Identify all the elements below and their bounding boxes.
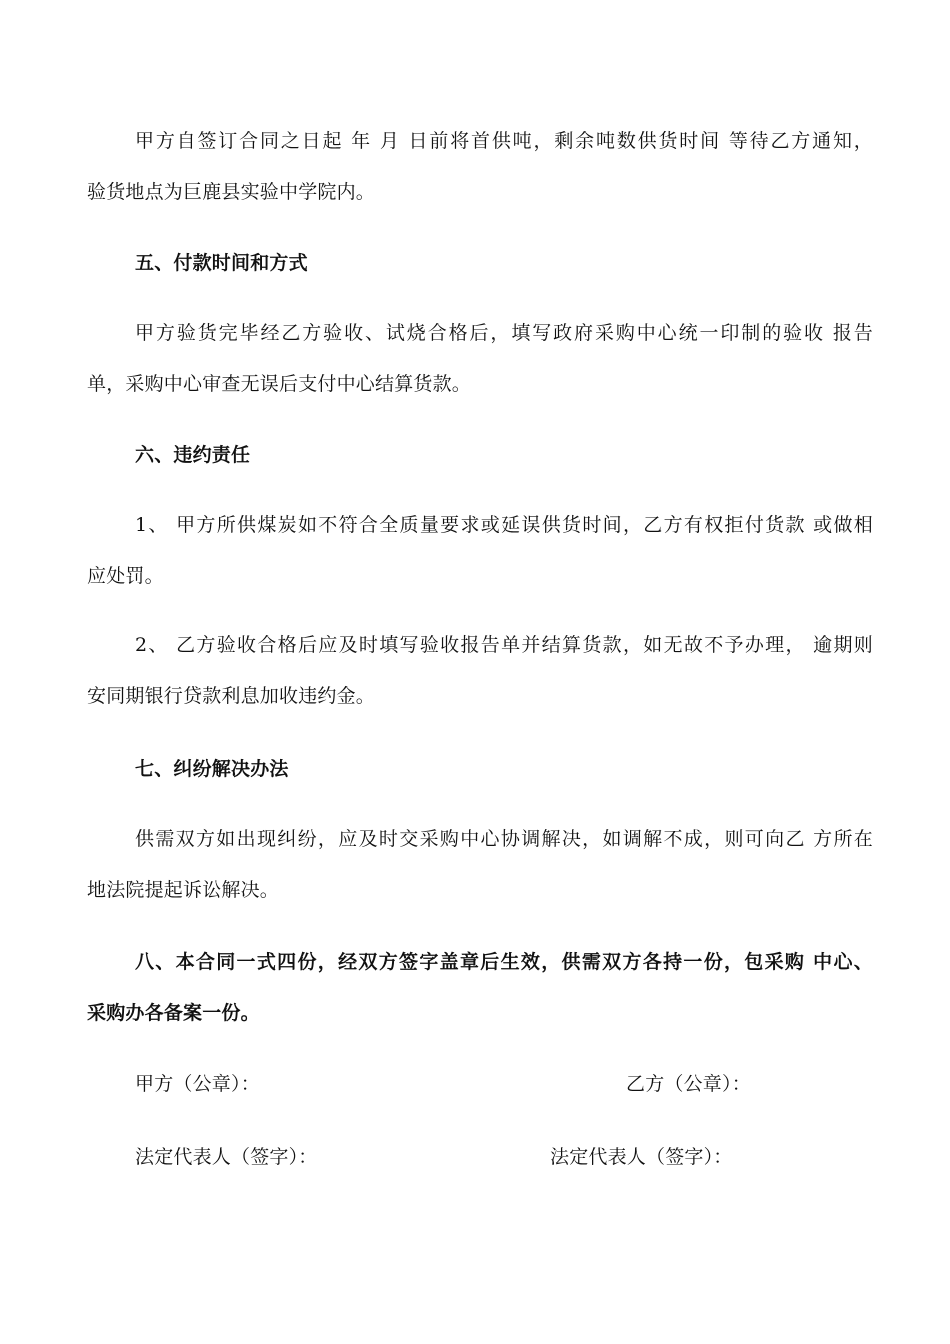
dispute-text-line1: 供需双方如出现纠纷，应及时交采购中心协调解决，如调解不成，则可向乙 方所在 — [135, 828, 873, 850]
payment-text-line1: 甲方验货完毕经乙方验收、试烧合格后，填写政府采购中心统一印制的验收 报告 — [135, 322, 873, 344]
liability-item-2-line2: 安同期银行贷款利息加收违约金。 — [87, 685, 376, 707]
delivery-text-line2: 验货地点为巨鹿县实验中学院内。 — [87, 181, 376, 203]
liability-item-2-line1: 2、 乙方验收合格后应及时填写验收报告单并结算货款，如无故不予办理， 逾期则 — [135, 634, 873, 656]
copies-clause-line1: 八、本合同一式四份，经双方签字盖章后生效，供需双方各持一份，包采购 中心、 — [135, 951, 873, 973]
party-a-representative-label: 法定代表人（签字）： — [135, 1146, 318, 1168]
copies-clause-line2: 采购办各备案一份。 — [87, 1002, 260, 1024]
liability-item-1-line2: 应处罚。 — [87, 565, 164, 587]
party-b-representative-label: 法定代表人（签字）： — [550, 1146, 733, 1168]
party-b-seal-label: 乙方（公章）： — [626, 1073, 751, 1095]
payment-text-line2: 单，采购中心审查无误后支付中心结算货款。 — [87, 373, 472, 395]
liability-item-1-line1: 1、 甲方所供煤炭如不符合全质量要求或延误供货时间，乙方有权拒付货款 或做相 — [135, 514, 873, 536]
dispute-heading: 七、纠纷解决办法 — [135, 758, 289, 780]
dispute-text-line2: 地法院提起诉讼解决。 — [87, 879, 280, 901]
payment-heading: 五、付款时间和方式 — [135, 252, 308, 274]
liability-heading: 六、违约责任 — [135, 444, 251, 466]
party-a-seal-label: 甲方（公章）： — [135, 1073, 260, 1095]
delivery-text-line1: 甲方自签订合同之日起 年 月 日前将首供吨，剩余吨数供货时间 等待乙方通知， — [135, 130, 873, 152]
